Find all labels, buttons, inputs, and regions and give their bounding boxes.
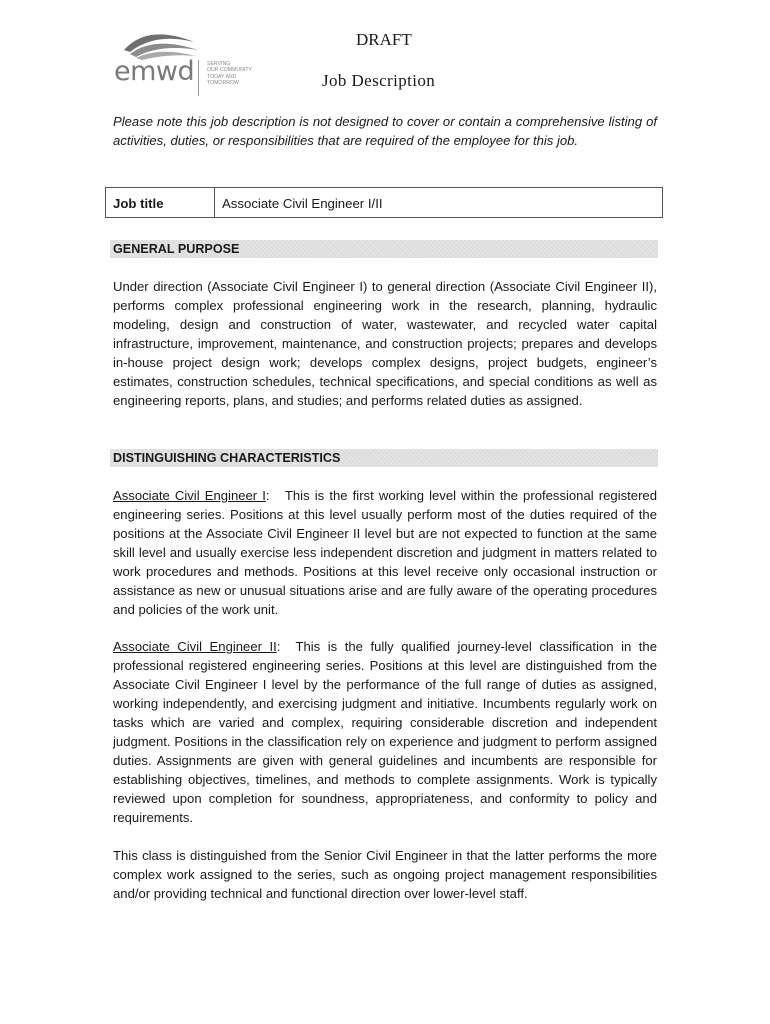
logo-tagline: SERVING OUR COMMUNITY TODAY AND TOMORROW <box>207 61 252 87</box>
intro-note: Please note this job description is not designed to cover or contain a comprehensive listing of activities, duties, or responsibilities that are required of the employee for this job. <box>113 114 657 148</box>
senior-comparison-paragraph: This class is distinguished from the Senior Civil Engineer in that the latter performs the more complex work assigned to the series, such as ongoing project management responsibilities and/or providing technical and functional direction over lower-level staff. <box>113 848 657 901</box>
job-title-label: Job title <box>106 188 215 217</box>
distinguishing-heading: DISTINGUISHING CHARACTERISTICS <box>110 449 658 467</box>
job-title-table <box>105 187 663 218</box>
logo-wordmark: emwd <box>114 56 195 87</box>
level-1-text: This is the first working level within the professional registered engineering series. Positions at this level usually perform most of the duties required of the positions at the Associate Civil Engineer II level but are not expected to function at the same skill level and usually exercise less independent discretion and judgment in matters related to work procedures and methods. Positions at this level receive only occasional instruction or assistance as new or unusual situations arise and are fully aware of the operating procedures and policies of the work unit. <box>113 488 657 617</box>
emwd-logo <box>112 30 262 100</box>
document-title: Job Description <box>322 71 436 90</box>
level-2-title: Associate Civil Engineer II <box>113 639 277 654</box>
job-title-value: Associate Civil Engineer I/II <box>222 196 383 211</box>
level-2-text: This is the fully qualified journey-level classification in the professional registered engineering series. Positions at this level are distinguished from the Associate Civil Engineer I level by the performance of the full range of duties as assigned, working independently, and exercising judgment and initiative. Incumbents regularly work on tasks which are varied and complex, requiring considerable discretion and independent judgment. Positions in the classification rely on experience and judgment to perform assigned duties. Assignments are given with general guidelines and incumbents are responsible for establishing objectives, timelines, and methods to complete assignments. Work is typically reviewed upon completion for soundness, appropriateness, and conformity to policy and requirements. <box>113 639 657 825</box>
level-1-paragraph: Associate Civil Engineer I: This is the first working level within the professional registered engineering series. Positions at this level usually perform most of the duties required of the positions at the Associate Civil Engineer II level but are not expected to function at the same skill level and usually exercise less independent discretion and judgment in matters related to work procedures and methods. Positions at this level receive only occasional instruction or assistance as new or unusual situations arise and are fully aware of the operating procedures and policies of the work unit. <box>113 488 657 617</box>
general-purpose-heading: GENERAL PURPOSE <box>110 240 658 258</box>
draft-status: DRAFT <box>356 30 412 49</box>
level-1-title: Associate Civil Engineer I <box>113 488 266 503</box>
logo-divider <box>198 60 199 96</box>
level-2-paragraph: Associate Civil Engineer II: This is the fully qualified journey-level classification in the professional registered engineering series. Positions at this level are distinguished from the Associate Civil Engineer I level by the performance of the full range of duties as assigned, working independently, and exercising judgment and initiative. Incumbents regularly work on tasks which are varied and complex, requiring considerable discretion and independent judgment. Positions in the classification rely on experience and judgment to perform assigned duties. Assignments are given with general guidelines and incumbents are responsible for establishing objectives, timelines, and methods to complete assignments. Work is typically reviewed upon completion for soundness, appropriateness, and conformity to policy and requirements. <box>113 639 657 825</box>
general-purpose-text: Under direction (Associate Civil Engineer I) to general direction (Associate Civil Engineer II), performs complex professional engineering work in the research, planning, hydraulic modeling, design and construction of water, wastewater, and recycled water capital infrastructure, improvement, maintenance, and construction projects; prepares and develops in-house project design work; develops complex designs, project budgets, engineer’s estimates, construction schedules, technical specifications, and special conditions as well as engineering reports, plans, and studies; and performs related duties as assigned. <box>113 279 657 408</box>
